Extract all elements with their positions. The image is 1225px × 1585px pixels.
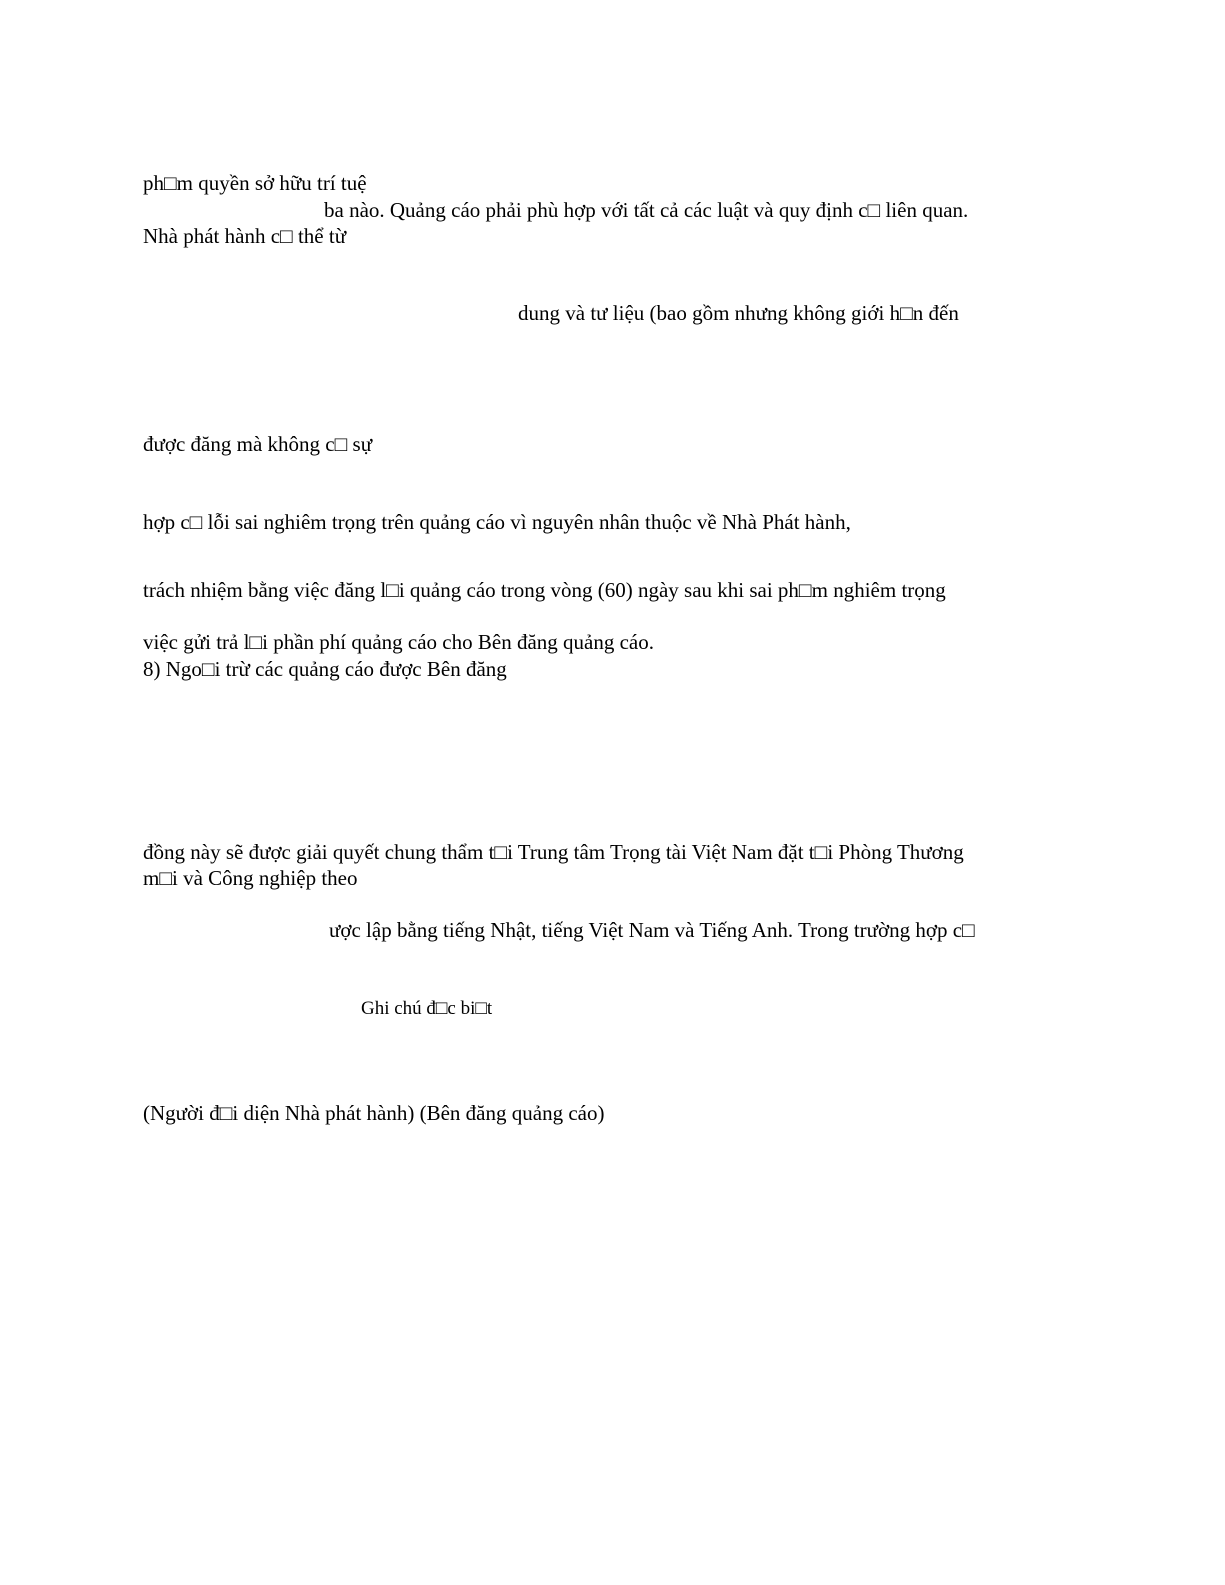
special-note-heading: Ghi chú đ□c bi□t — [361, 998, 493, 1019]
text-line: Nhà phát hành c□ thể từ — [143, 224, 347, 248]
text-line: dung và tư liệu (bao gồm nhưng không giới h□n đến — [518, 301, 959, 325]
signature-line: (Người đ□i diện Nhà phát hành) (Bên đăng quảng cáo) — [143, 1101, 605, 1125]
text-line: trách nhiệm bằng việc đăng l□i quảng cáo trong vòng (60) ngày sau khi sai ph□m nghiêm trọng — [143, 578, 946, 602]
text-line: ph□m quyền sở hữu trí tuệ — [143, 171, 367, 195]
text-line: đồng này sẽ được giải quyết chung thẩm t□i Trung tâm Trọng tài Việt Nam đặt t□i Phòng Thương — [143, 840, 964, 864]
text-line: được đăng mà không c□ sự — [143, 432, 373, 456]
text-line: ược lập bằng tiếng Nhật, tiếng Việt Nam và Tiếng Anh. Trong trường hợp c□ — [329, 918, 975, 942]
text-line: việc gửi trả l□i phần phí quảng cáo cho Bên đăng quảng cáo. — [143, 630, 654, 654]
text-line: 8) Ngo□i trừ các quảng cáo được Bên đăng — [143, 657, 507, 681]
text-line: hợp c□ lỗi sai nghiêm trọng trên quảng cáo vì nguyên nhân thuộc về Nhà Phát hành, — [143, 510, 851, 534]
text-line: m□i và Công nghiệp theo — [143, 866, 358, 890]
text-line: ba nào. Quảng cáo phải phù hợp với tất cả các luật và quy định c□ liên quan. — [324, 198, 969, 222]
